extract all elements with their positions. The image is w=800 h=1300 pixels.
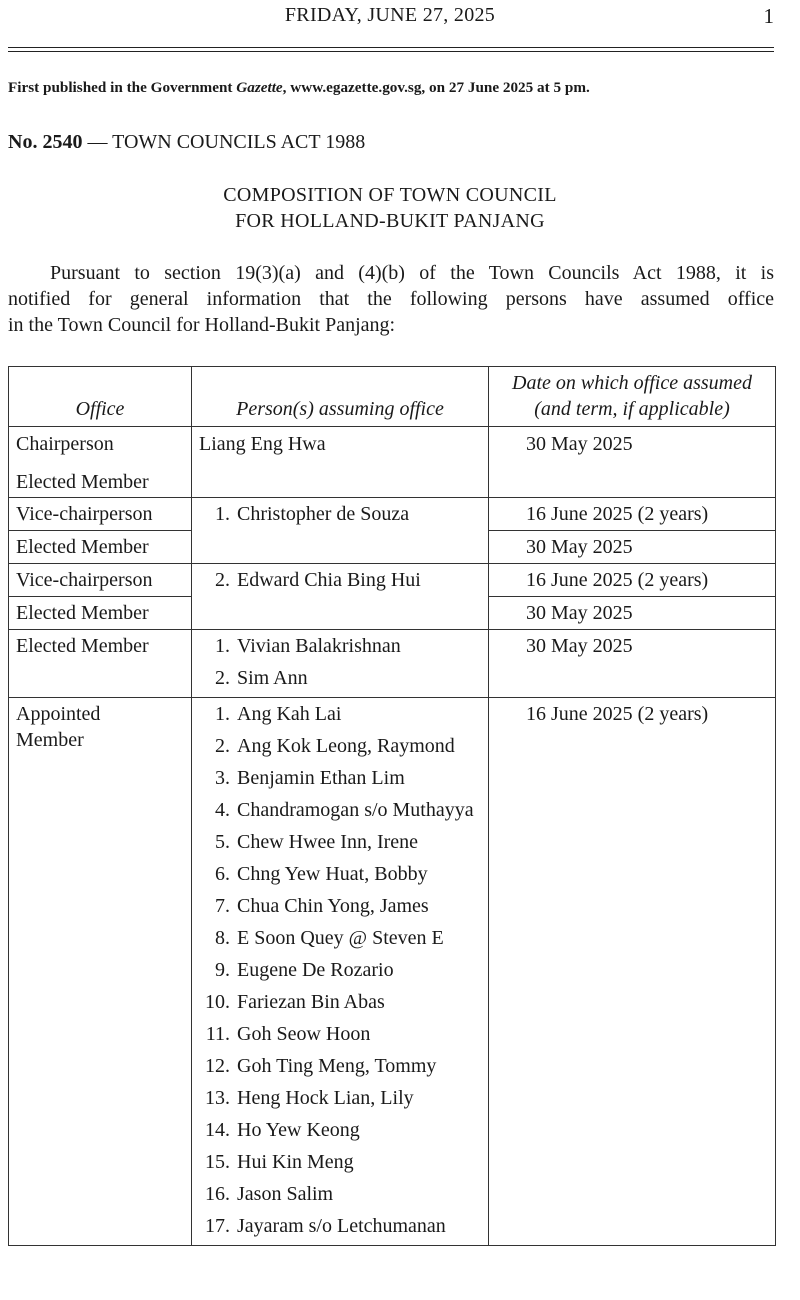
list-item xyxy=(192,957,488,989)
person-number: 2. xyxy=(215,569,230,591)
person-name: Christopher de Souza xyxy=(237,503,410,525)
person-name: Benjamin Ethan Lim xyxy=(237,767,405,789)
office-cell xyxy=(9,531,192,564)
list-item xyxy=(192,701,488,733)
person-number: 17. xyxy=(205,1215,230,1237)
list-item xyxy=(192,1021,488,1053)
person-name: Goh Seow Hoon xyxy=(237,1023,371,1045)
office-elected-member: Elected Member xyxy=(16,536,149,558)
header-date-line1: Date on which office assumed xyxy=(512,372,752,394)
office-cell xyxy=(9,427,192,498)
person-cell xyxy=(192,698,489,1246)
list-item xyxy=(192,1181,488,1213)
list-item xyxy=(192,1213,488,1245)
list-item xyxy=(192,1149,488,1181)
person-number: 12. xyxy=(205,1055,230,1077)
person-number: 2. xyxy=(215,667,230,689)
list-item xyxy=(192,1053,488,1085)
notice-act: — TOWN COUNCILS ACT 1988 xyxy=(82,131,366,153)
person-number: 6. xyxy=(215,863,230,885)
person-name: Edward Chia Bing Hui xyxy=(237,569,421,591)
person-number: 9. xyxy=(215,959,230,981)
person-cell xyxy=(192,630,489,698)
published-note-suffix: , www.egazette.gov.sg, on 27 June 2025 at 5 pm. xyxy=(282,79,590,96)
date-cell xyxy=(489,531,776,564)
person-name: Hui Kin Meng xyxy=(237,1151,354,1173)
person-number: 5. xyxy=(215,831,230,853)
person-number: 2. xyxy=(215,735,230,757)
date-value: 30 May 2025 xyxy=(526,635,633,657)
office-vice-chairperson: Vice-chairperson xyxy=(16,503,153,525)
date-value: 16 June 2025 (2 years) xyxy=(526,503,709,525)
person-name: Chew Hwee Inn, Irene xyxy=(237,831,419,853)
person-name: Ang Kah Lai xyxy=(237,703,342,725)
person-cell xyxy=(192,498,489,564)
office-elected-member: Elected Member xyxy=(16,471,149,493)
office-cell xyxy=(9,698,192,1246)
date-value: 16 June 2025 (2 years) xyxy=(526,703,709,725)
composition-table xyxy=(8,366,776,1246)
table-row xyxy=(9,698,776,1246)
person-number: 15. xyxy=(205,1151,230,1173)
person-cell xyxy=(192,427,489,498)
date-cell xyxy=(489,698,776,1246)
person-number: 3. xyxy=(215,767,230,789)
header-persons: Person(s) assuming office xyxy=(192,367,489,427)
office-cell xyxy=(9,498,192,531)
person-name: Ho Yew Keong xyxy=(237,1119,360,1141)
list-item xyxy=(192,893,488,925)
person-name: Sim Ann xyxy=(237,667,308,689)
office-member: Member xyxy=(16,729,84,751)
person-name: Heng Hock Lian, Lily xyxy=(237,1087,414,1109)
person-number: 13. xyxy=(205,1087,230,1109)
date-cell xyxy=(489,564,776,597)
person-name: Fariezan Bin Abas xyxy=(237,991,385,1013)
office-chairperson: Chairperson xyxy=(16,433,114,455)
list-item xyxy=(192,765,488,797)
person-number: 16. xyxy=(205,1183,230,1205)
notice-title xyxy=(0,182,780,234)
intro-line2: notified for general information that the following persons have assumed office xyxy=(8,288,774,310)
table-row xyxy=(9,498,776,531)
person-number: 1. xyxy=(215,635,230,657)
published-note-prefix: First published in the Government xyxy=(8,79,237,96)
list-item xyxy=(192,989,488,1021)
office-cell xyxy=(9,597,192,630)
office-elected-member: Elected Member xyxy=(16,602,149,624)
person-number: 1. xyxy=(215,503,230,525)
header-double-rule xyxy=(8,47,774,52)
notice-line xyxy=(8,131,365,154)
notice-title-line2: FOR HOLLAND-BUKIT PANJANG xyxy=(235,210,545,232)
intro-paragraph xyxy=(8,260,774,338)
list-item xyxy=(192,1085,488,1117)
table-row xyxy=(9,630,776,698)
person-name: Chua Chin Yong, James xyxy=(237,895,429,917)
list-item xyxy=(192,633,488,665)
office-appointed: Appointed xyxy=(16,703,101,725)
date-cell xyxy=(489,597,776,630)
intro-line3: in the Town Council for Holland-Bukit Panjang: xyxy=(8,314,396,336)
date-value: 16 June 2025 (2 years) xyxy=(526,569,709,591)
person-number: 8. xyxy=(215,927,230,949)
list-item xyxy=(192,1117,488,1149)
person-cell xyxy=(192,564,489,630)
table-header-row xyxy=(9,367,776,427)
list-item xyxy=(192,829,488,861)
person-number: 1. xyxy=(215,703,230,725)
date-cell xyxy=(489,498,776,531)
list-item xyxy=(192,861,488,893)
list-item xyxy=(192,501,488,533)
person-name: Chng Yew Huat, Bobby xyxy=(237,863,428,885)
office-elected-member: Elected Member xyxy=(16,635,149,657)
notice-title-line1: COMPOSITION OF TOWN COUNCIL xyxy=(223,184,557,206)
published-note-gazette: Gazette xyxy=(236,79,283,96)
header-office: Office xyxy=(9,367,192,427)
table-row xyxy=(9,427,776,498)
person-name: Jayaram s/o Letchumanan xyxy=(237,1215,446,1237)
person-name: Goh Ting Meng, Tommy xyxy=(237,1055,437,1077)
header-date-line2: (and term, if applicable) xyxy=(534,398,730,420)
list-item xyxy=(192,567,488,599)
person-name: Ang Kok Leong, Raymond xyxy=(237,735,455,757)
notice-number: No. 2540 xyxy=(8,131,83,153)
person-name: Vivian Balakrishnan xyxy=(237,635,401,657)
list-item xyxy=(192,665,488,697)
person-number: 4. xyxy=(215,799,230,821)
person-name: Eugene De Rozario xyxy=(237,959,394,981)
date-cell xyxy=(489,630,776,698)
person-name: E Soon Quey @ Steven E xyxy=(237,927,444,949)
person-name: Jason Salim xyxy=(237,1183,334,1205)
office-cell xyxy=(9,564,192,597)
office-cell xyxy=(9,630,192,698)
person-name: Chandramogan s/o Muthayya xyxy=(237,799,474,821)
published-note xyxy=(8,79,590,97)
page-number: 1 xyxy=(763,4,774,28)
person-number: 11. xyxy=(205,1023,230,1045)
header-date xyxy=(489,367,776,427)
table-row xyxy=(9,564,776,597)
list-item xyxy=(192,733,488,765)
date-value: 30 May 2025 xyxy=(526,602,633,624)
intro-line1: Pursuant to section 19(3)(a) and (4)(b) of the Town Councils Act 1988, it is xyxy=(50,262,774,284)
header-date: FRIDAY, JUNE 27, 2025 xyxy=(284,4,496,26)
date-value: 30 May 2025 xyxy=(526,536,633,558)
person-number: 10. xyxy=(205,991,230,1013)
person-number: 14. xyxy=(205,1119,230,1141)
office-vice-chairperson: Vice-chairperson xyxy=(16,569,153,591)
list-item xyxy=(192,925,488,957)
list-item xyxy=(192,797,488,829)
date-value: 30 May 2025 xyxy=(526,433,633,455)
person-name: Liang Eng Hwa xyxy=(199,433,326,455)
date-cell xyxy=(489,427,776,498)
person-number: 7. xyxy=(215,895,230,917)
